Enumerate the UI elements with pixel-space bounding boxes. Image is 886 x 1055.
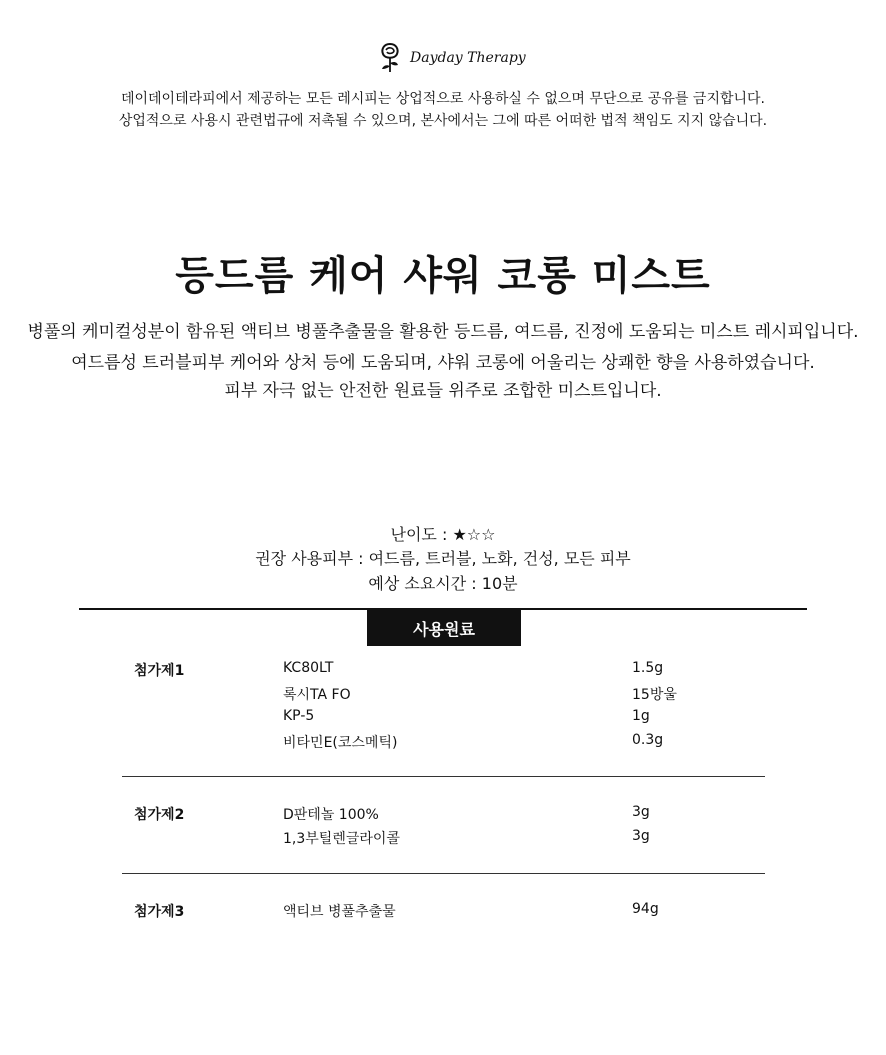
ingredient-row xyxy=(0,732,886,756)
recipe-description-1: 병풀의 케미컬성분이 함유된 액티브 병풀추출물을 활용한 등드름, 여드름, 진정에 도움되는 미스트 레시피입니다. xyxy=(27,322,859,342)
ingredient-amount: 94g xyxy=(632,901,659,917)
ingredient-amount: 3g xyxy=(632,828,650,844)
ingredient-row xyxy=(0,684,886,708)
recommended-skin: 권장 사용피부 : 여드름, 트러블, 노화, 건성, 모든 피부 xyxy=(255,549,631,568)
ingredient-name: 록시TA FO xyxy=(283,687,351,703)
brand-name: Dayday Therapy xyxy=(410,50,526,66)
ingredient-name: KP-5 xyxy=(283,708,315,724)
recipe-description-3: 피부 자극 없는 안전한 원료들 위주로 조합한 미스트입니다. xyxy=(224,381,662,401)
group-label-1: 첨가제1 xyxy=(134,663,185,679)
ingredient-row xyxy=(0,901,886,925)
recipe-title: 등드름 케어 샤워 코롱 미스트 xyxy=(175,253,711,299)
ingredient-row xyxy=(0,708,886,732)
ingredient-amount: 1g xyxy=(632,708,650,724)
ingredient-name: 액티브 병풀추출물 xyxy=(283,904,396,920)
group-divider xyxy=(122,873,765,874)
ingredient-name: 1,3부틸렌글라이콜 xyxy=(283,831,400,847)
brand-logo xyxy=(376,40,526,76)
group-divider xyxy=(122,776,765,777)
ingredient-amount: 15방울 xyxy=(632,687,677,703)
ingredient-amount: 0.3g xyxy=(632,732,664,748)
ingredient-name: KC80LT xyxy=(283,660,334,676)
notice-line-1: 데이데이테라피에서 제공하는 모든 레시피는 상업적으로 사용하실 수 없으며 무단으로 공유를 금지합니다. xyxy=(120,91,765,107)
ingredient-amount: 1.5g xyxy=(632,660,664,676)
ingredients-section-label: 사용원료 xyxy=(367,610,521,646)
ingredient-name: D판테놀 100% xyxy=(283,807,379,823)
estimated-time: 예상 소요시간 : 10분 xyxy=(368,574,518,593)
ingredient-amount: 3g xyxy=(632,804,650,820)
recipe-description-2: 여드름성 트러블피부 케어와 상처 등에 도움되며, 샤워 코롱에 어울리는 상쾌한 향을 사용하였습니다. xyxy=(71,353,815,373)
ingredient-row xyxy=(0,828,886,852)
notice-line-2: 상업적으로 사용시 관련법규에 저촉될 수 있으며, 본사에서는 그에 따른 어떠한 법적 책임도 지지 않습니다. xyxy=(118,113,768,129)
ingredient-row xyxy=(0,804,886,828)
ingredient-row xyxy=(0,660,886,684)
difficulty: 난이도 : ★☆☆ xyxy=(390,525,496,544)
group-label-3: 첨가제3 xyxy=(134,904,185,920)
ingredient-name: 비타민E(코스메틱) xyxy=(283,735,398,751)
rose-icon xyxy=(376,40,404,76)
group-label-2: 첨가제2 xyxy=(134,807,185,823)
